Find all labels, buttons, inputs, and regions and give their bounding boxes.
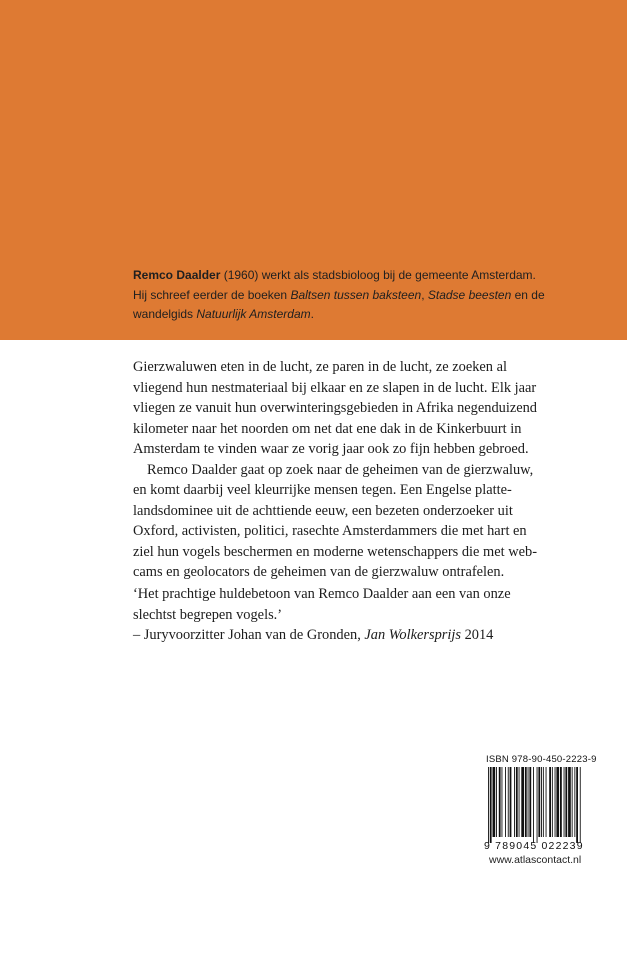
blurb-line: cams en geolocators de geheimen van de gierzwaluw ontrafelen. [133,564,505,580]
barcode [486,767,612,843]
barcode-bar [525,767,527,837]
quote-attribution [133,625,603,646]
blurb-line: Gierzwaluwen eten in de lucht, ze paren in de lucht, ze zoeken al [133,359,507,375]
barcode-bar [533,767,534,843]
blurb-line: en komt daarbij veel kleurrijke mensen tegen. Een Engelse platte- [133,482,512,498]
barcode-bar [556,767,559,837]
barcode-bar [564,767,565,837]
barcode-bar [490,767,492,843]
barcode-bar [502,767,503,837]
barcode-bar [514,767,515,837]
barcode-bar [499,767,501,837]
barcode-bar [521,767,524,837]
blurb-line: Remco Daalder gaat op zoek naar de geheimen van de gierzwaluw, [147,461,534,478]
book-title: Baltsen tussen baksteen [290,287,422,302]
barcode-bar [528,767,529,837]
barcode-bar [549,767,551,837]
barcode-bar [546,767,547,837]
barcode-bar [537,767,538,843]
author-bio-line3: wandelgids [133,307,197,321]
barcode-bar [519,767,520,837]
author-bio-line1: (1960) werkt als stadsbioloog bij de gemeente Amsterdam. [220,268,536,282]
barcode-bar [560,767,562,837]
barcode-bar [538,767,540,837]
barcode-bar [529,767,531,837]
barcode-bar [555,767,556,837]
review-quote [133,584,603,646]
separator: , [421,287,428,302]
author-bio-line2-end: en de [511,287,545,302]
blurb-line: Amsterdam te vinden waar ze vorig jaar ook zo fijn hebben gebroed. [133,441,529,457]
barcode-bar [510,767,512,837]
blurb-line: kilometer naar het noorden om net dat ene dak in de Kinkerbuurt in [133,420,522,437]
period: . [310,307,314,321]
blurb-line: landsdominee uit de achttiende eeuw, een bezeten onderzoeker uit [133,502,513,519]
barcode-bar [552,767,553,837]
barcode-bar [496,767,497,837]
prize-year: 2014 [461,627,494,643]
barcode-bar [508,767,509,837]
barcode-bar [568,767,571,837]
quote-line: slechtst begrepen vogels.’ [133,606,283,623]
barcode-bar [580,767,581,843]
blurb-text [133,357,593,583]
author-bio-line2: Hij schreef eerder de boeken [133,287,291,302]
blurb-line: ziel hun vogels beschermen en moderne wetenschappers die met web- [133,543,537,560]
blurb-line: vliegen ze vanuit hun overwinteringsgebieden in Afrika negenduizend [133,400,538,416]
book-title: Stadse beesten [427,287,512,302]
barcode-bar [505,767,506,837]
barcode-bar [572,767,573,837]
isbn-label: ISBN 978-90-450-2223-9 [486,754,597,765]
barcode-bar [541,767,542,837]
barcode-digits: 9 789045 022239 [484,840,584,852]
barcode-bar [516,767,518,837]
publisher-url: www.atlascontact.nl [489,854,582,866]
attribution-text: – Juryvoorzitter Johan van de Gronden, [133,627,365,643]
blurb-line: Oxford, activisten, politici, rasechte Amsterdammers die met hart en [133,523,527,539]
barcode-bar [488,767,489,843]
quote-line: ‘Het prachtige huldebetoon van Remco Daalder aan een van onze [133,586,511,602]
barcode-bar [543,767,544,837]
barcode-bar [576,767,578,843]
barcode-bar [493,767,496,837]
book-title: Natuurlijk Amsterdam [196,307,311,321]
blurb-line: vliegend hun nestmateriaal bij elkaar en ze slapen in de lucht. Elk jaar [133,379,537,396]
barcode-bar [574,767,575,837]
prize-name: Jan Wolkersprijs [364,627,461,643]
author-bio [133,266,603,325]
author-name: Remco Daalder [133,268,221,282]
barcode-bar [565,767,567,837]
